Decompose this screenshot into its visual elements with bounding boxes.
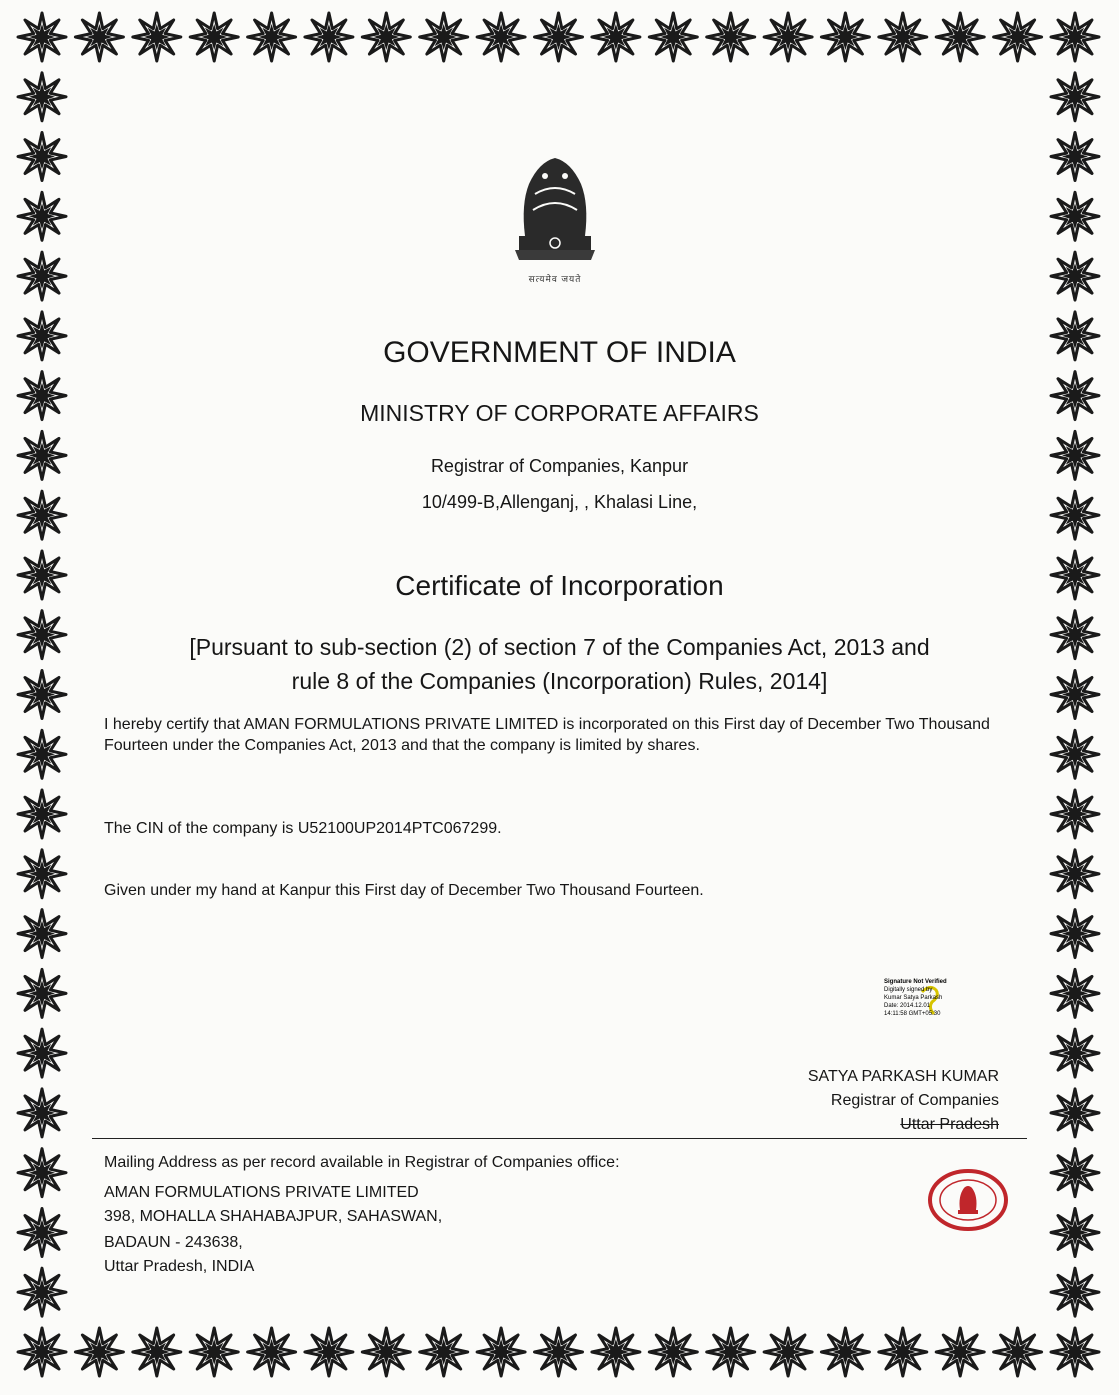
border-star-icon: [305, 1328, 353, 1376]
border-star-icon: [1051, 1268, 1099, 1316]
border-star-icon: [18, 1089, 66, 1137]
border-star-icon: [879, 1328, 927, 1376]
border-star-icon: [420, 13, 468, 61]
mailing-address-line-1: AMAN FORMULATIONS PRIVATE LIMITED: [104, 1184, 419, 1201]
border-star-icon: [936, 1328, 984, 1376]
border-star-icon: [535, 1328, 583, 1376]
border-star-icon: [821, 13, 869, 61]
border-star-icon: [707, 1328, 755, 1376]
border-star-icon: [18, 790, 66, 838]
border-star-icon: [1051, 1089, 1099, 1137]
emblem-motto: सत्यमेव जयते: [528, 274, 582, 284]
pursuant-line-2: rule 8 of the Companies (Incorporation) Rules, 2014]: [291, 668, 828, 694]
mailing-address-line-2: 398, MOHALLA SHAHABAJPUR, SAHASWAN,: [104, 1208, 443, 1225]
certificate-title: Certificate of Incorporation: [395, 570, 724, 601]
ministry-seal-icon: [926, 1168, 1010, 1232]
border-star-icon: [477, 1328, 525, 1376]
border-star-icon: [18, 192, 66, 240]
border-star-icon: [18, 1328, 66, 1376]
border-star-icon: [1051, 1029, 1099, 1077]
border-star-icon: [707, 13, 755, 61]
border-star-icon: [764, 1328, 812, 1376]
border-star-icon: [190, 13, 238, 61]
border-star-icon: [18, 1149, 66, 1197]
border-star-icon: [18, 1209, 66, 1257]
government-title: GOVERNMENT OF INDIA: [383, 336, 736, 369]
border-star-icon: [1051, 1149, 1099, 1197]
border-star-icon: [18, 969, 66, 1017]
border-star-icon: [248, 13, 296, 61]
border-star-icon: [879, 13, 927, 61]
signature-line-4: 14:11:58 GMT+05:30: [884, 1011, 941, 1017]
signature-line-2: Kumar Satya Parkash: [884, 995, 943, 1001]
cin-statement: The CIN of the company is U52100UP2014PTC067299.: [104, 820, 502, 837]
border-star-icon: [1051, 969, 1099, 1017]
border-star-icon: [994, 13, 1042, 61]
border-star-icon: [18, 133, 66, 181]
ministry-title: MINISTRY OF CORPORATE AFFAIRS: [360, 400, 759, 426]
border-star-icon: [1051, 73, 1099, 121]
border-star-icon: [18, 13, 66, 61]
border-star-icon: [1051, 1209, 1099, 1257]
border-star-icon: [1051, 252, 1099, 300]
signature-line-3: Date: 2014.12.01: [884, 1003, 931, 1009]
border-star-icon: [764, 13, 812, 61]
signer-state: Uttar Pradesh: [900, 1116, 999, 1133]
border-star-icon: [592, 13, 640, 61]
border-star-icon: [362, 13, 410, 61]
border-star-icon: [592, 1328, 640, 1376]
border-star-icon: [1051, 730, 1099, 778]
signature-line-1: Digitally signed by: [884, 987, 933, 993]
certification-paragraph: I hereby certify that AMAN FORMULATIONS PRIVATE LIMITED is incorporated on this First day of December Two Thousand Fourteen under the Companies Act, 2013 and that the company is limited by shares.: [104, 716, 990, 754]
border-star-icon: [1051, 13, 1099, 61]
signer-name: SATYA PARKASH KUMAR: [807, 1068, 999, 1085]
border-star-icon: [1051, 850, 1099, 898]
signer-title: Registrar of Companies: [830, 1092, 999, 1109]
divider: [92, 1138, 1027, 1139]
border-star-icon: [133, 1328, 181, 1376]
border-star-icon: [305, 13, 353, 61]
border-star-icon: [535, 13, 583, 61]
border-star-icon: [362, 1328, 410, 1376]
border-star-icon: [18, 1029, 66, 1077]
mailing-address-line-4: Uttar Pradesh, INDIA: [104, 1258, 255, 1275]
border-star-icon: [821, 1328, 869, 1376]
border-star-icon: [1051, 1328, 1099, 1376]
border-star-icon: [994, 1328, 1042, 1376]
national-emblem-icon: [505, 140, 605, 290]
border-star-icon: [1051, 192, 1099, 240]
pursuant-line-1: [Pursuant to sub-section (2) of section 7 of the Companies Act, 2013 and: [189, 634, 930, 660]
border-star-icon: [248, 1328, 296, 1376]
border-star-icon: [18, 252, 66, 300]
office-address: 10/499-B,Allenganj, , Khalasi Line,: [421, 492, 698, 512]
mailing-address-line-3: BADAUN - 243638,: [104, 1234, 243, 1251]
border-star-icon: [18, 730, 66, 778]
given-under-hand-statement: Given under my hand at Kanpur this First day of December Two Thousand Fourteen.: [104, 882, 704, 899]
border-star-icon: [1051, 133, 1099, 181]
mailing-address-heading: Mailing Address as per record available in Registrar of Companies office:: [104, 1154, 620, 1171]
border-star-icon: [477, 13, 525, 61]
border-star-icon: [936, 13, 984, 61]
border-star-icon: [649, 13, 697, 61]
border-star-icon: [18, 1268, 66, 1316]
border-star-icon: [18, 910, 66, 958]
border-star-icon: [1051, 790, 1099, 838]
border-star-icon: [75, 1328, 123, 1376]
border-star-icon: [649, 1328, 697, 1376]
border-star-icon: [18, 850, 66, 898]
border-star-icon: [190, 1328, 238, 1376]
border-star-icon: [18, 73, 66, 121]
signature-status: Signature Not Verified: [884, 979, 947, 985]
digital-signature-block: [884, 978, 994, 1036]
border-star-icon: [133, 13, 181, 61]
registrar-office: Registrar of Companies, Kanpur: [430, 456, 689, 476]
border-star-icon: [75, 13, 123, 61]
border-star-icon: [1051, 910, 1099, 958]
border-star-icon: [420, 1328, 468, 1376]
